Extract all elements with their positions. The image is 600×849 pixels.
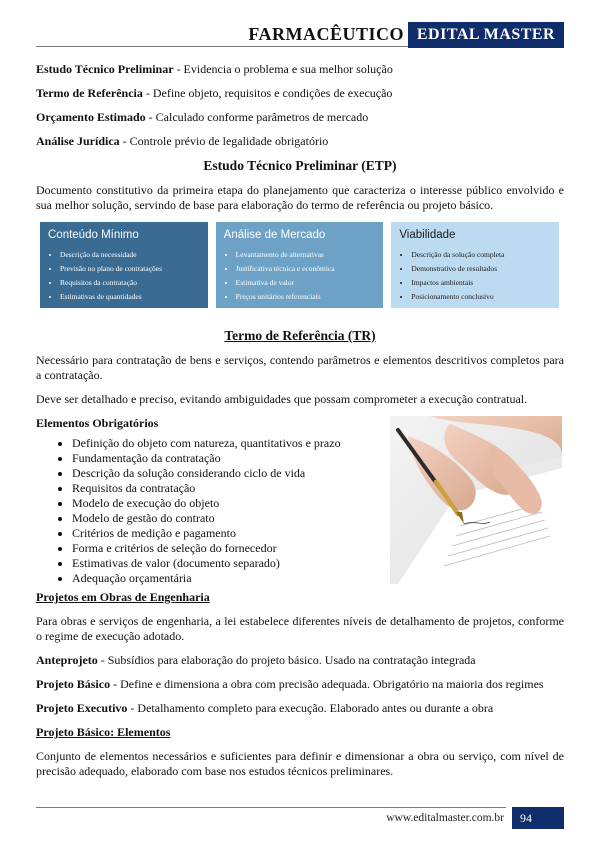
obras-def: Projeto Executivo - Detalhamento completo para execução. Elaborado antes ou durante a obra [36,701,494,715]
card-title: Viabilidade [399,229,456,241]
tr-paragraph-2: Deve ser detalhado e preciso, evitando ambiguidades que possam comprometer a execução contratual. [36,392,528,406]
list-item: • Definição do objeto com natureza, quantitativos e prazo [72,436,392,451]
list-item: • Forma e critérios de seleção do fornecedor [72,541,392,556]
intro-def: Orçamento Estimado - Calculado conforme parâmetros de mercado [36,110,369,124]
list-item: • Estimativas de valor (documento separado) [72,556,392,571]
card-item: • Descrição da solução completa [411,248,551,262]
card-analise-mercado [216,222,384,308]
list-item: • Descrição da solução considerando ciclo de vida [72,466,392,481]
list-item: • Modelo de gestão do contrato [72,511,392,526]
obras-heading: Projetos em Obras de Engenharia [36,590,210,604]
card-item: • Impactos ambientais [411,276,551,290]
card-item: • Requisitos da contratação [60,276,200,290]
page-content [36,62,564,788]
card-item: • Descrição da necessidade [60,248,200,262]
card-item: • Estimativa de valor [236,276,376,290]
card-viabilidade [391,222,559,308]
signing-photo [390,416,562,584]
list-item: • Adequação orçamentária [72,571,392,586]
card-title: Conteúdo Mínimo [48,229,139,241]
card-item: • Previsão no plano de contratações [60,262,200,276]
etp-cards [40,222,559,308]
intro-def: Estudo Técnico Preliminar - Evidencia o problema e sua melhor solução [36,62,393,76]
card-conteudo-minimo [40,222,208,308]
card-item: • Levantamento de alternativas [236,248,376,262]
obras-def: Projeto Básico - Define e dimensiona a obra com precisão adequada. Obrigatório na maioria dos regimes [36,677,544,691]
pb-heading: Projeto Básico: Elementos [36,725,171,739]
header-subject: FARMACÊUTICO [248,24,404,44]
tr-paragraph-1: Necessário para contratação de bens e serviços, contendo parâmetros e elementos descritivos completos para a contratação. [36,353,564,382]
intro-def: Análise Jurídica - Controle prévio de legalidade obrigatório [36,134,329,148]
footer-website-link[interactable]: www.editalmaster.com.br [386,812,504,824]
list-item: • Critérios de medição e pagamento [72,526,392,541]
card-item: • Estimativas de quantidades [60,290,200,304]
tr-heading: Termo de Referência (TR) [224,328,376,343]
card-item: • Justificativa técnica e econômica [236,262,376,276]
card-item: • Preços unitários referenciais [236,290,376,304]
card-title: Análise de Mercado [223,229,326,241]
list-item: • Requisitos da contratação [72,481,392,496]
tr-elements-block [36,416,564,586]
etp-heading: Estudo Técnico Preliminar (ETP) [203,158,397,173]
etp-paragraph: Documento constitutivo da primeira etapa do planejamento que caracteriza o interesse público envolvido e sua melhor solução, servindo de base para elaboração do termo de referência ou projeto básico. [36,183,564,212]
footer-rule [36,807,506,808]
list-item: • Modelo de execução do objeto [72,496,392,511]
page-footer [36,807,564,829]
list-item: • Fundamentação da contratação [72,451,392,466]
intro-def: Termo de Referência - Define objeto, requisitos e condições de execução [36,86,393,100]
obras-def: Anteprojeto - Subsídios para elaboração do projeto básico. Usado na contratação integrada [36,653,476,667]
obras-paragraph: Para obras e serviços de engenharia, a lei estabelece diferentes níveis de detalhamento de projetos, conforme o regime de execução adotado. [36,614,564,643]
pb-paragraph: Conjunto de elementos necessários e suficientes para definir e dimensionar a obra ou serviço, com nível de precisão adequado, elaborado com base nos estudos técnicos preliminares. [36,749,564,778]
page-number: 94 [512,807,564,829]
elements-list [36,436,392,586]
header-brand: EDITAL MASTER [408,22,564,48]
elements-heading: Elementos Obrigatórios [36,416,159,430]
card-item: • Posicionamento conclusivo [411,290,551,304]
card-item: • Demonstrativo de resultados [411,262,551,276]
page-header [36,22,564,48]
